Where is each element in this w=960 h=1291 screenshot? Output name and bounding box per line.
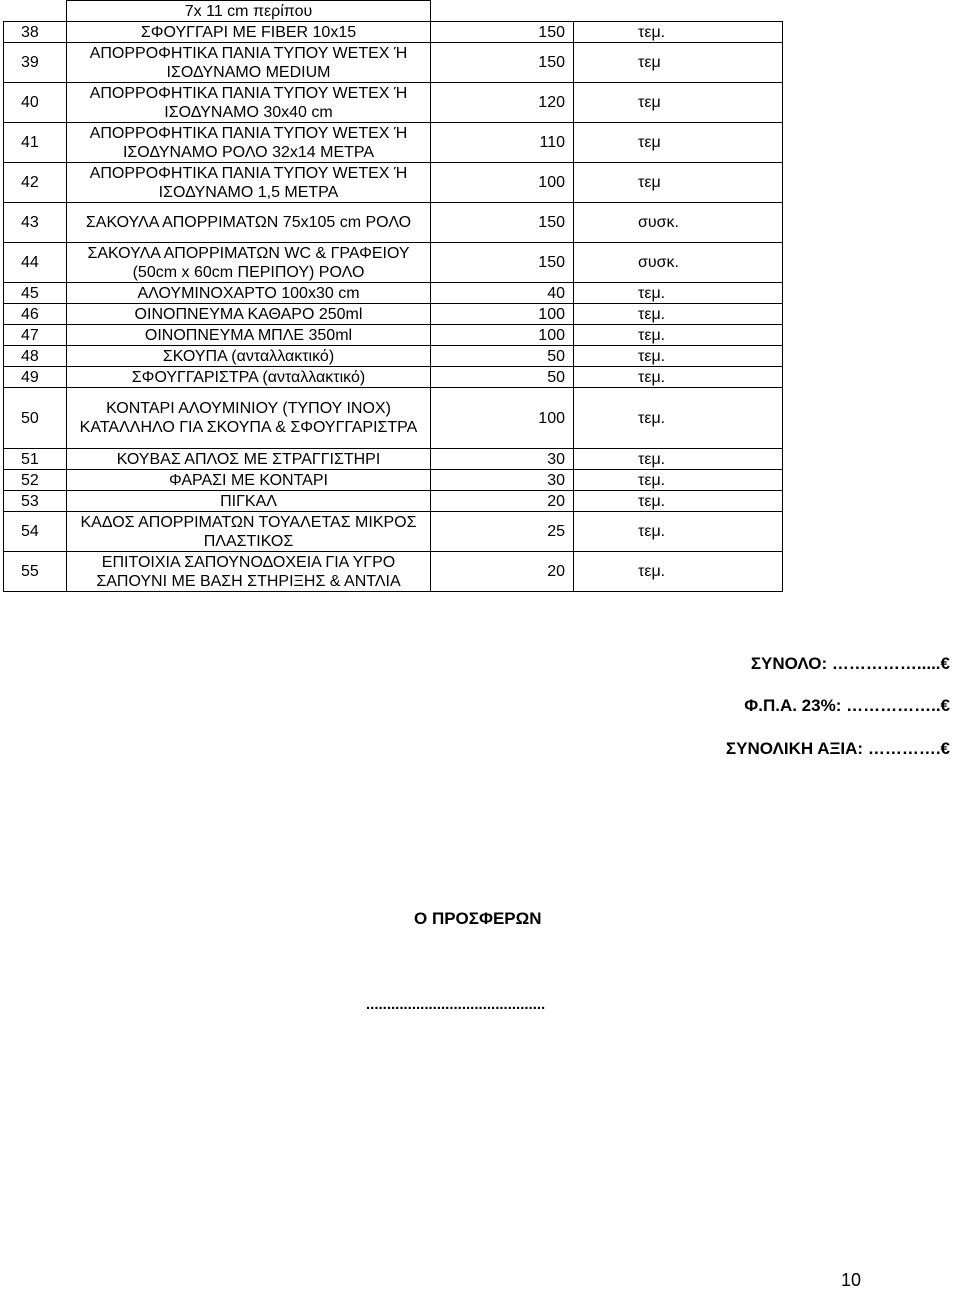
row-quantity: 25: [431, 512, 574, 552]
row-description: ΚΟΝΤΑΡΙ ΑΛΟΥΜΙΝΙΟΥ (ΤΥΠΟΥ INOX) ΚΑΤΑΛΛΗΛΟ ΓΙΑ ΣΚΟΥΠΑ & ΣΦΟΥΓΓΑΡΙΣΤΡΑ: [67, 388, 431, 449]
row-quantity: 30: [431, 470, 574, 491]
table-row: [4, 449, 783, 470]
table-row: [4, 304, 783, 325]
row-quantity: 100: [431, 325, 574, 346]
table-row: [4, 367, 783, 388]
row-quantity: 150: [431, 203, 574, 243]
row-number: 50: [4, 388, 67, 449]
row-unit: τεμ.: [574, 22, 783, 43]
row-unit: τεμ: [574, 83, 783, 123]
row-quantity: 120: [431, 83, 574, 123]
row-number: 51: [4, 449, 67, 470]
row-unit: τεμ.: [574, 367, 783, 388]
row-description: 7x 11 cm περίπου: [67, 1, 431, 22]
row-number: 40: [4, 83, 67, 123]
row-quantity: 100: [431, 304, 574, 325]
row-unit: τεμ.: [574, 346, 783, 367]
row-description: ΑΛΟΥΜΙΝΟΧΑΡΤΟ 100x30 cm: [67, 283, 431, 304]
row-description: ΑΠΟΡΡΟΦΗΤΙΚΑ ΠΑΝΙΑ ΤΥΠΟΥ WETEX Ή ΙΣΟΔΥΝΑΜΟ 1,5 ΜΕΤΡΑ: [67, 163, 431, 203]
row-description: ΣΦΟΥΓΓΑΡΙ ΜΕ FIBER 10x15: [67, 22, 431, 43]
row-number: 45: [4, 283, 67, 304]
table-row: [4, 83, 783, 123]
table-row: [4, 243, 783, 283]
row-number: 48: [4, 346, 67, 367]
row-unit: τεμ.: [574, 449, 783, 470]
row-description: ΑΠΟΡΡΟΦΗΤΙΚΑ ΠΑΝΙΑ ΤΥΠΟΥ WETEX Ή ΙΣΟΔΥΝΑΜΟ MEDIUM: [67, 43, 431, 83]
items-table: [3, 0, 783, 592]
row-number: 43: [4, 203, 67, 243]
table-row: [4, 203, 783, 243]
row-number: 49: [4, 367, 67, 388]
row-number: 42: [4, 163, 67, 203]
signature-line: ...........................................: [366, 996, 546, 1013]
row-unit: τεμ: [574, 43, 783, 83]
row-unit: τεμ.: [574, 552, 783, 592]
row-description: ΟΙΝΟΠΝΕΥΜΑ ΜΠΛΕ 350ml: [67, 325, 431, 346]
table-row: [4, 163, 783, 203]
row-number: 55: [4, 552, 67, 592]
row-description: ΚΟΥΒΑΣ ΑΠΛΟΣ ΜΕ ΣΤΡΑΓΓΙΣΤΗΡΙ: [67, 449, 431, 470]
table-row: [4, 552, 783, 592]
row-description: ΑΠΟΡΡΟΦΗΤΙΚΑ ΠΑΝΙΑ ΤΥΠΟΥ WETEX Ή ΙΣΟΔΥΝΑΜΟ ΡΟΛΟ 32x14 ΜΕΤΡΑ: [67, 123, 431, 163]
row-quantity: 100: [431, 388, 574, 449]
row-quantity: 150: [431, 22, 574, 43]
row-quantity: [431, 1, 574, 22]
row-quantity: 150: [431, 243, 574, 283]
row-unit: τεμ.: [574, 388, 783, 449]
table-row: [4, 325, 783, 346]
row-quantity: 20: [431, 491, 574, 512]
table-row: [4, 43, 783, 83]
row-unit: τεμ.: [574, 283, 783, 304]
row-description: ΟΙΝΟΠΝΕΥΜΑ ΚΑΘΑΡΟ 250ml: [67, 304, 431, 325]
row-number: 39: [4, 43, 67, 83]
row-unit: τεμ: [574, 123, 783, 163]
row-quantity: 50: [431, 346, 574, 367]
row-unit: τεμ.: [574, 512, 783, 552]
row-quantity: 40: [431, 283, 574, 304]
table-row: [4, 346, 783, 367]
row-description: ΣΦΟΥΓΓΑΡΙΣΤΡΑ (ανταλλακτικό): [67, 367, 431, 388]
vat-line: Φ.Π.Α. 23%: ……………..€: [744, 696, 950, 715]
row-description: ΣΑΚΟΥΛΑ ΑΠΟΡΡΙΜΑΤΩΝ 75x105 cm ΡΟΛΟ: [67, 203, 431, 243]
row-unit: [574, 1, 783, 22]
row-quantity: 20: [431, 552, 574, 592]
row-description: ΣΑΚΟΥΛΑ ΑΠΟΡΡΙΜΑΤΩΝ WC & ΓΡΑΦΕΙΟΥ (50cm x 60cm ΠΕΡΙΠΟΥ) ΡΟΛΟ: [67, 243, 431, 283]
row-quantity: 30: [431, 449, 574, 470]
table-row: [4, 123, 783, 163]
row-unit: τεμ.: [574, 491, 783, 512]
table-row: [4, 491, 783, 512]
row-number: 46: [4, 304, 67, 325]
row-unit: τεμ.: [574, 325, 783, 346]
row-number: 41: [4, 123, 67, 163]
row-description: ΕΠΙΤΟΙΧΙΑ ΣΑΠΟΥΝΟΔΟΧΕΙΑ ΓΙΑ ΥΓΡΟ ΣΑΠΟΥΝΙ ΜΕ ΒΑΣΗ ΣΤΗΡΙΞΗΣ & ΑΝΤΛΙΑ: [67, 552, 431, 592]
grand-total-line: ΣΥΝΟΛΙΚΗ ΑΞΙΑ: ………….€: [725, 739, 950, 758]
total-line: ΣΥΝΟΛΟ: …………….....€: [750, 654, 950, 673]
page-number: 10: [841, 1270, 862, 1290]
row-description: ΣΚΟΥΠΑ (ανταλλακτικό): [67, 346, 431, 367]
row-description: ΚΑΔΟΣ ΑΠΟΡΡΙΜΑΤΩΝ ΤΟΥΑΛΕΤΑΣ ΜΙΚΡΟΣ ΠΛΑΣΤΙΚΟΣ: [67, 512, 431, 552]
row-description: ΦΑΡΑΣΙ ΜΕ ΚΟΝΤΑΡΙ: [67, 470, 431, 491]
table-row: [4, 470, 783, 491]
row-unit: τεμ: [574, 163, 783, 203]
table-row: [4, 283, 783, 304]
row-quantity: 50: [431, 367, 574, 388]
table-row: [4, 22, 783, 43]
table-row: [4, 512, 783, 552]
row-description: ΠΙΓΚΑΛ: [67, 491, 431, 512]
row-quantity: 150: [431, 43, 574, 83]
row-number: 47: [4, 325, 67, 346]
row-number: 54: [4, 512, 67, 552]
offerer-label: Ο ΠΡΟΣΦΕΡΩΝ: [414, 909, 542, 928]
row-number: 44: [4, 243, 67, 283]
row-number: 53: [4, 491, 67, 512]
row-number: 38: [4, 22, 67, 43]
row-unit: τεμ.: [574, 470, 783, 491]
table-row: [4, 1, 783, 22]
row-number: 52: [4, 470, 67, 491]
row-quantity: 110: [431, 123, 574, 163]
table-row: [4, 388, 783, 449]
row-unit: συσκ.: [574, 203, 783, 243]
row-description: ΑΠΟΡΡΟΦΗΤΙΚΑ ΠΑΝΙΑ ΤΥΠΟΥ WETEX Ή ΙΣΟΔΥΝΑΜΟ 30x40 cm: [67, 83, 431, 123]
row-quantity: 100: [431, 163, 574, 203]
row-unit: τεμ.: [574, 304, 783, 325]
row-number: [4, 1, 67, 22]
row-unit: συσκ.: [574, 243, 783, 283]
